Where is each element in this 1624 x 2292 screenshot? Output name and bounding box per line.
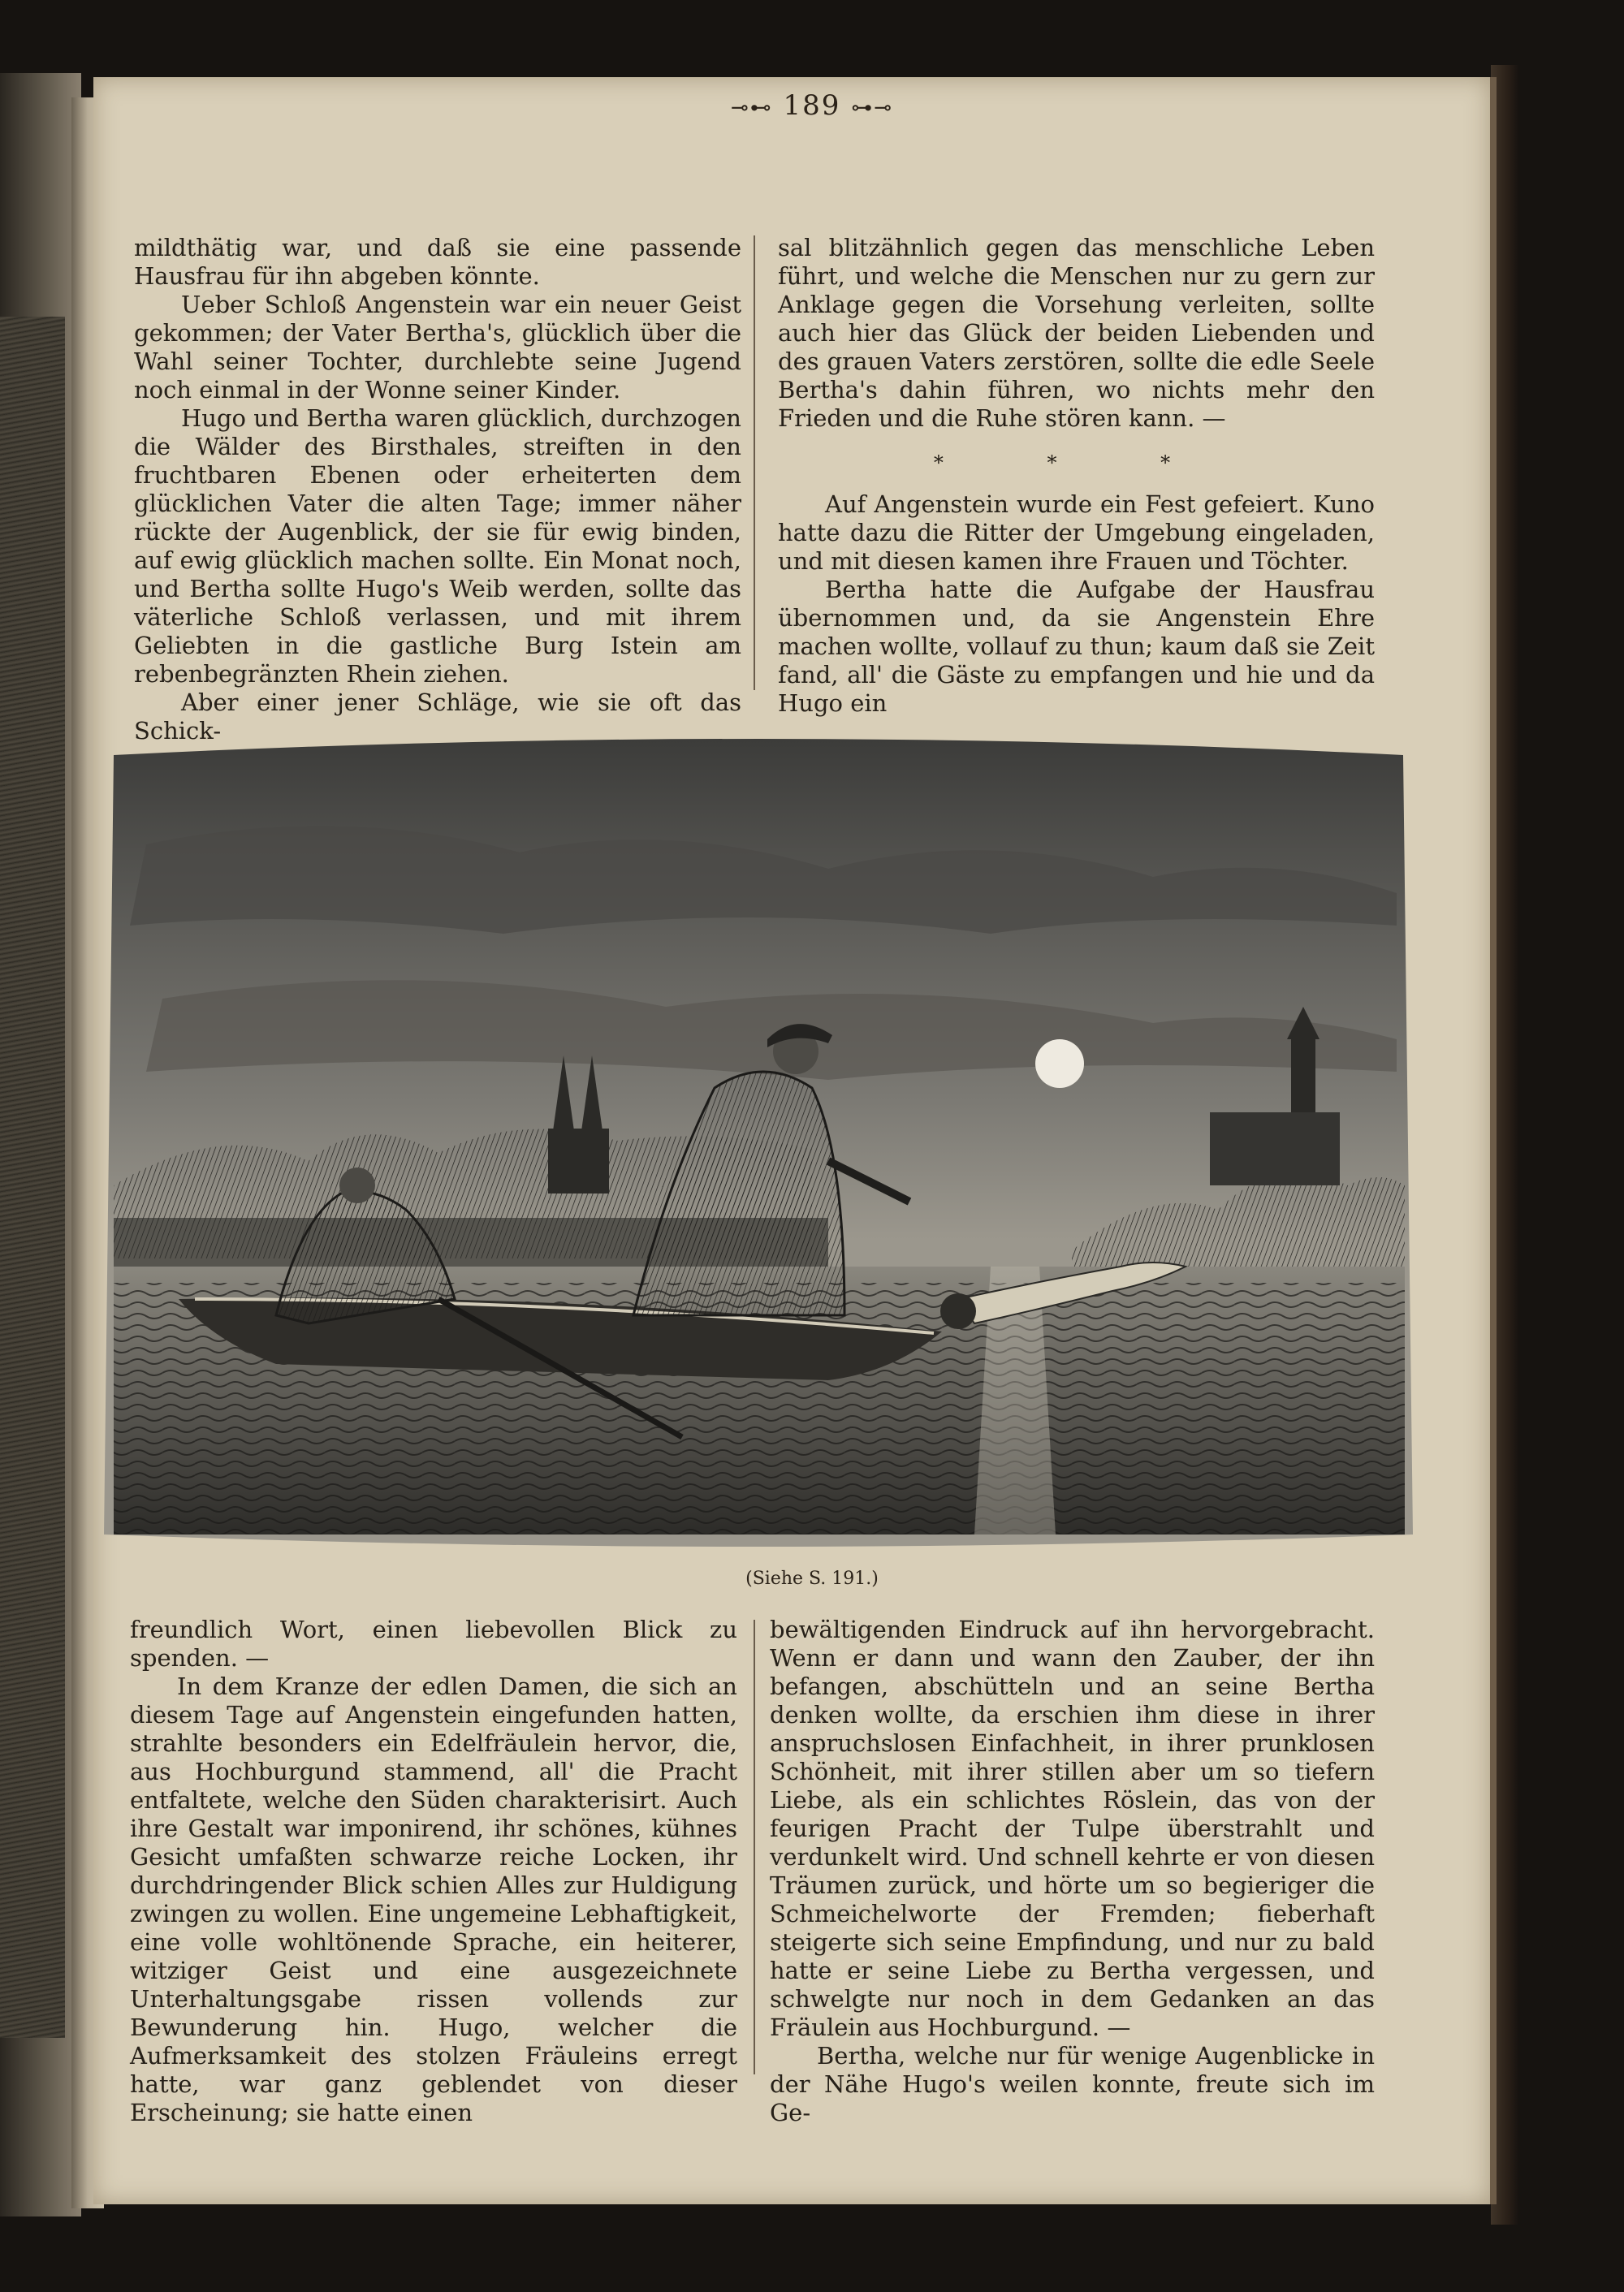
bottom-left-column bbox=[130, 1616, 737, 2127]
paragraph: Bertha hatte die Aufgabe der Hausfrau übernommen und, da sie Angenstein Ehre machen wollte, vollauf zu thun; kaum daß sie Zeit fand, all' die Gäste zu empfangen und hie und da Hugo ein bbox=[778, 576, 1375, 717]
cathedral-body bbox=[548, 1129, 609, 1193]
page-number-header bbox=[650, 89, 974, 122]
paragraph: Hugo und Bertha waren glücklich, durchzogen die Wälder des Birsthales, streiften in den fruchtbaren Ebenen oder erheiterten dem glücklichen Vater die alten Tage; immer näher rückte der Augenblick, der sie für ewig binden, auf ewig glücklich machen sollte. Ein Monat noch, und Bertha sollte Hugo's Weib werden, sollte das väterliche Schloß verlassen, und mit ihrem Geliebten in die gastliche Burg Istein am rebenbegränzten Rhein ziehen. bbox=[134, 404, 741, 688]
page-number: 189 bbox=[783, 89, 841, 122]
castle-building bbox=[1210, 1112, 1340, 1185]
top-left-column bbox=[134, 234, 741, 745]
bottom-right-column bbox=[770, 1616, 1375, 2127]
paragraph: freundlich Wort, einen liebevollen Blick zu spenden. — bbox=[130, 1616, 737, 1672]
paragraph: Aber einer jener Schläge, wie sie oft das Schick- bbox=[134, 688, 741, 745]
paragraph: In dem Kranze der edlen Damen, die sich an diesem Tage auf Angenstein eingefunden hatten, strahlte besonders ein Edelfräulein hervor, die, aus Hochburgund stammend, all' die Pracht entfaltete, welche den Süden charakterisirt. Auch ihre Gestalt war imponirend, ihr schönes, kühnes Gesicht umfaßten schwarze reiche Locken, ihr durchdringender Blick schien Alles zur Huldigung zwingen zu wollen. Eine ungemeine Lebhaftigkeit, eine volle wohltönende Sprache, ein heiterer, witziger Geist und eine ausgezeichnete Unterhaltungsgabe rissen vollends zur Bewunderung hin. Hugo, welcher die Aufmerksamkeit des stolzen Fräuleins erregt hatte, war ganz geblendet von dieser Erscheinung; sie hatte einen bbox=[130, 1673, 737, 2126]
engraving-illustration bbox=[97, 731, 1419, 1552]
column-divider-bottom bbox=[754, 1620, 755, 2074]
night-river-rescue-engraving bbox=[97, 731, 1419, 1552]
paragraph: sal blitzähnlich gegen das menschliche Leben führt, und welche die Menschen nur zu gern zur Anklage gegen die Vorsehung verleiten, sollte auch hier das Glück der beiden Liebenden und des grauen Vaters zerstören, sollte die edle Seele Bertha's dahin führen, wo nichts mehr den Frieden und die Ruhe stören kann. — bbox=[778, 234, 1375, 432]
rower-head bbox=[339, 1168, 375, 1203]
paragraph: Bertha, welche nur für wenige Augenblicke in der Nähe Hugo's weilen konnte, freute sich im Ge- bbox=[770, 2042, 1375, 2126]
ornament-right: ⊶⊸ bbox=[851, 96, 894, 120]
ornament-left: ⊸⊷ bbox=[730, 96, 773, 120]
moon bbox=[1035, 1039, 1084, 1088]
paragraph: Ueber Schloß Angenstein war ein neuer Geist gekommen; der Vater Bertha's, glücklich über die Wahl seiner Tochter, durchlebte seine Jugend noch einmal in der Wonne seiner Kinder. bbox=[134, 291, 741, 404]
paragraph: mildthätig war, und daß sie eine passende Hausfrau für ihn abgeben könnte. bbox=[134, 234, 741, 290]
paragraph: Auf Angenstein wurde ein Fest gefeiert. Kuno hatte dazu die Ritter der Umgebung eingeladen, und mit diesen kamen ihre Frauen und Töchter. bbox=[778, 490, 1375, 575]
left-page-illustration-fragment bbox=[0, 317, 65, 2038]
top-right-column bbox=[778, 234, 1375, 718]
paragraph: bewältigenden Eindruck auf ihn hervorgebracht. Wenn er dann und wann den Zauber, der ihn befangen, abschütteln und an seine Bertha denken wollte, da erschien ihm diese in ihrer anspruchslosen Einfachheit, in ihrer prunklosen Schönheit, mit ihrer stillen aber um so tiefern Liebe, als ein schlichtes Röslein, das von der feurigen Pracht der Tulpe überstrahlt und verdunkelt wird. Und schnell kehrte er von diesen Träumen zurück, und hörte um so begieriger die Schmeichelworte der Fremden; fieberhaft steigerte sich seine Empfindung, und nur zu bald hatte er seine Liebe zu Bertha vergessen, und schwelgte nur noch in dem Gedanken an das Fräulein aus Hochburgund. — bbox=[770, 1616, 1375, 2041]
illustration-caption: (Siehe S. 191.) bbox=[745, 1569, 879, 1589]
drowning-woman-head bbox=[940, 1293, 976, 1329]
section-break-asterism: * * * bbox=[933, 451, 1220, 474]
column-divider-top bbox=[754, 235, 755, 690]
